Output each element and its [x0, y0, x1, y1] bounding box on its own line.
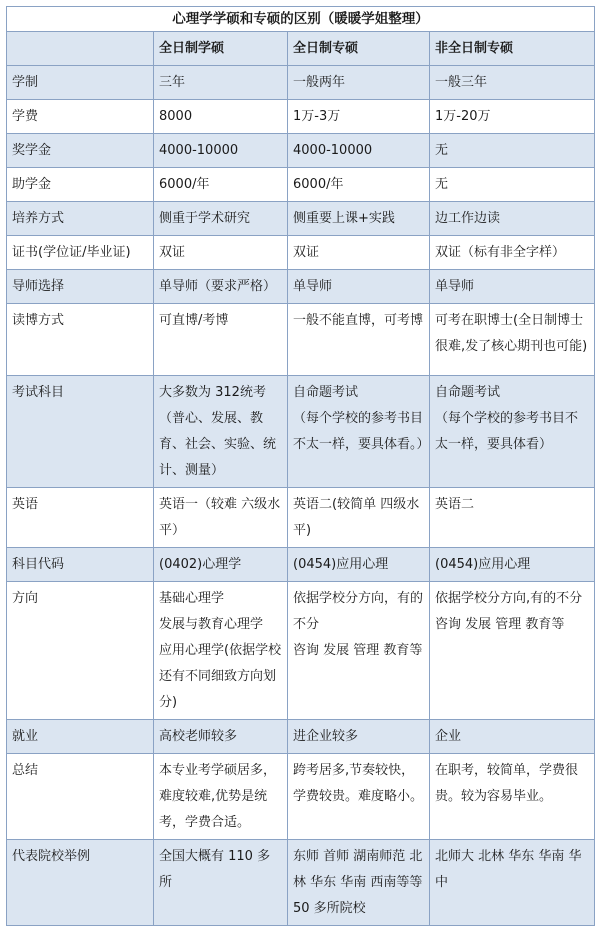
table-cell [430, 100, 595, 134]
header-cell-fulltime-academic: 全日制学硕 [154, 32, 288, 66]
cell-text: 可直博/考博 [159, 313, 229, 328]
cell-text: 单导师 [435, 279, 475, 294]
cell-text: 三年 [159, 75, 186, 90]
table-cell [288, 376, 430, 488]
table-cell [430, 202, 595, 236]
cell-text: 可考在职博士(全日制博士很难,发了核心期刊也可能) [435, 313, 588, 354]
table-row [7, 548, 595, 582]
cell-text: 学制 [12, 75, 39, 90]
cell-text: 6000/年 [159, 177, 210, 192]
row-label-cell [7, 720, 154, 754]
row-label-cell [7, 582, 154, 720]
table-row [7, 488, 595, 548]
table-row [7, 202, 595, 236]
table-cell [430, 376, 595, 488]
row-label-cell [7, 270, 154, 304]
cell-text: 总结 [12, 763, 39, 778]
row-label-cell [7, 134, 154, 168]
table-cell [288, 168, 430, 202]
table-cell [430, 548, 595, 582]
table-cell [154, 304, 288, 376]
cell-text: 4000-10000 [293, 143, 373, 158]
cell-text: 咨询 发展 管理 教育等 [435, 617, 565, 632]
cell-text: 就业 [12, 729, 39, 744]
cell-text: 全国大概有 110 多所 [159, 849, 271, 890]
cell-text: 北师大 北林 华东 华南 华中 [435, 849, 582, 890]
cell-text: 企业 [435, 729, 462, 744]
cell-text: 导师选择 [12, 279, 65, 294]
table-body [7, 66, 595, 926]
table-cell [154, 202, 288, 236]
table-cell [288, 202, 430, 236]
table-cell [154, 270, 288, 304]
table-cell [430, 488, 595, 548]
table-cell [154, 488, 288, 548]
table-cell [430, 840, 595, 926]
cell-text: 6000/年 [293, 177, 344, 192]
table-cell [288, 304, 430, 376]
row-label-cell [7, 754, 154, 840]
cell-text: 培养方式 [12, 211, 65, 226]
row-label-cell [7, 100, 154, 134]
cell-text: 代表院校举例 [12, 849, 91, 864]
table-cell [430, 720, 595, 754]
table-row [7, 270, 595, 304]
table-cell [430, 754, 595, 840]
cell-text: 依据学校分方向，有的不分 [293, 591, 424, 632]
cell-text: 自命题考试 [293, 385, 359, 400]
cell-text: 助学金 [12, 177, 52, 192]
table-cell [430, 582, 595, 720]
cell-text: 8000 [159, 109, 193, 124]
title-row [7, 7, 595, 32]
table-row [7, 304, 595, 376]
cell-text: 1万-20万 [435, 109, 491, 124]
table-row [7, 66, 595, 100]
cell-text: 边工作边读 [435, 211, 501, 226]
cell-text: 无 [435, 143, 449, 158]
cell-text: 双证 [159, 245, 186, 260]
table-cell [154, 582, 288, 720]
table-cell [154, 134, 288, 168]
table-row [7, 100, 595, 134]
table-row [7, 582, 595, 720]
table-cell [288, 134, 430, 168]
table-cell [288, 236, 430, 270]
table-cell [154, 720, 288, 754]
table-title: 心理学学硕和专硕的区别（暖暖学姐整理） [7, 7, 595, 32]
row-label-cell [7, 168, 154, 202]
cell-text: 进企业较多 [293, 729, 359, 744]
cell-text: 单导师（要求严格） [159, 279, 277, 294]
cell-text: 英语二(较简单 四级水平) [293, 497, 420, 538]
table-cell [154, 376, 288, 488]
cell-text: 应用心理学(依据学校还有不同细致方向划分) [159, 643, 282, 710]
cell-text: 无 [435, 177, 449, 192]
table-cell [154, 548, 288, 582]
table-cell [430, 134, 595, 168]
cell-text: 考试科目 [12, 385, 65, 400]
table-row [7, 754, 595, 840]
cell-text: (0454)应用心理 [293, 557, 389, 572]
header-cell-fulltime-professional: 全日制专硕 [288, 32, 430, 66]
row-label-cell [7, 488, 154, 548]
cell-text: 侧重要上课+实践 [293, 211, 395, 226]
table-cell [288, 66, 430, 100]
cell-text: 方向 [12, 591, 39, 606]
row-label-cell [7, 840, 154, 926]
table-cell [288, 840, 430, 926]
cell-text: （普心、发展、教育、社会、实验、统计、测量） [159, 411, 277, 478]
cell-text: 基础心理学 [159, 591, 225, 606]
cell-text: (0402)心理学 [159, 557, 242, 572]
cell-text: 一般两年 [293, 75, 346, 90]
cell-text: 咨询 发展 管理 教育等 [293, 643, 423, 658]
row-label-cell [7, 202, 154, 236]
table-cell [288, 270, 430, 304]
table-cell [430, 66, 595, 100]
cell-text: 跨考居多,节奏较快，学费较贵。难度略小。 [293, 763, 424, 804]
cell-text: 双证 [293, 245, 320, 260]
table-cell [288, 488, 430, 548]
table-row [7, 134, 595, 168]
cell-text: 一般三年 [435, 75, 488, 90]
cell-text: 英语二 [435, 497, 475, 512]
cell-text: 自命题考试 [435, 385, 501, 400]
table-cell [430, 236, 595, 270]
header-cell-blank [7, 32, 154, 66]
cell-text: （每个学校的参考书目不太一样，要具体看） [435, 411, 579, 452]
cell-text: 本专业考学硕居多，难度较难,优势是统考，学费合适。 [159, 763, 277, 830]
table-cell [154, 100, 288, 134]
table-cell [154, 754, 288, 840]
table-cell [288, 754, 430, 840]
cell-text: 一般不能直博，可考博 [293, 313, 424, 328]
header-row [7, 32, 595, 66]
cell-text: 英语一（较难 六级水平） [159, 497, 281, 538]
cell-text: 发展与教育心理学 [159, 617, 264, 632]
cell-text: 大多数为 312统考 [159, 385, 266, 400]
cell-text: 东师 首师 湖南师范 北林 华东 华南 西南等等 50 多所院校 [293, 849, 423, 916]
table-row [7, 168, 595, 202]
table-cell [154, 66, 288, 100]
header-cell-parttime-professional: 非全日制专硕 [430, 32, 595, 66]
cell-text: 读博方式 [12, 313, 65, 328]
table-cell [154, 840, 288, 926]
cell-text: 双证（标有非全字样） [435, 245, 566, 260]
table-row [7, 840, 595, 926]
cell-text: 奖学金 [12, 143, 52, 158]
table-cell [288, 100, 430, 134]
cell-text: 英语 [12, 497, 39, 512]
cell-text: 4000-10000 [159, 143, 239, 158]
table-cell [154, 168, 288, 202]
cell-text: 侧重于学术研究 [159, 211, 251, 226]
cell-text: 证书(学位证/毕业证) [12, 245, 131, 260]
row-label-cell [7, 236, 154, 270]
cell-text: 1万-3万 [293, 109, 341, 124]
cell-text: 科目代码 [12, 557, 65, 572]
cell-text: (0454)应用心理 [435, 557, 531, 572]
cell-text: 依据学校分方向,有的不分 [435, 591, 583, 606]
table-cell [288, 720, 430, 754]
table-row [7, 236, 595, 270]
table-cell [430, 270, 595, 304]
table-row [7, 720, 595, 754]
row-label-cell [7, 304, 154, 376]
table-cell [430, 304, 595, 376]
comparison-table [6, 6, 595, 926]
table-cell [288, 548, 430, 582]
table-cell [288, 582, 430, 720]
row-label-cell [7, 66, 154, 100]
cell-text: 高校老师较多 [159, 729, 238, 744]
table-cell [154, 236, 288, 270]
cell-text: 在职考，较简单，学费很贵。较为容易毕业。 [435, 763, 579, 804]
cell-text: 单导师 [293, 279, 333, 294]
row-label-cell [7, 376, 154, 488]
table-cell [430, 168, 595, 202]
table-row [7, 376, 595, 488]
row-label-cell [7, 548, 154, 582]
cell-text: （每个学校的参考书目不太一样，要具体看。） [293, 411, 430, 452]
cell-text: 学费 [12, 109, 39, 124]
